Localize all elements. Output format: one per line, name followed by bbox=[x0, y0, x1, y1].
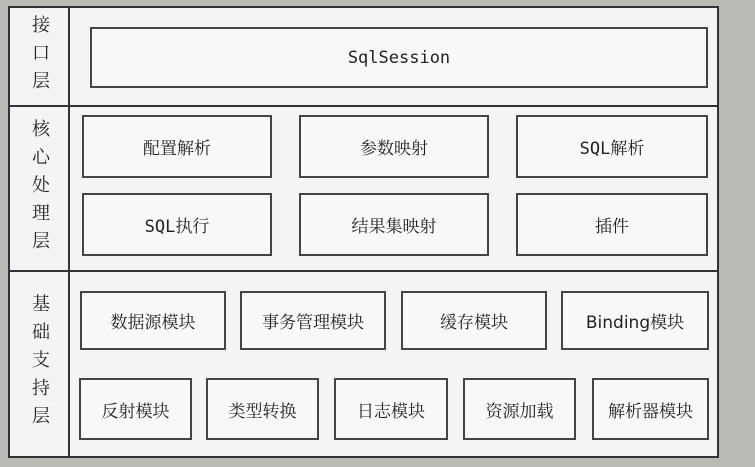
base-layer bbox=[10, 270, 717, 456]
config-parse-box: 配置解析 bbox=[82, 115, 272, 178]
architecture-diagram bbox=[8, 6, 719, 458]
reflection-module-box: 反射模块 bbox=[79, 378, 192, 440]
resultset-mapping-box: 结果集映射 bbox=[299, 193, 489, 256]
datasource-module-box: 数据源模块 bbox=[80, 291, 226, 350]
log-module-box: 日志模块 bbox=[334, 378, 448, 440]
type-conversion-box: 类型转换 bbox=[206, 378, 319, 440]
plugin-box: 插件 bbox=[516, 193, 708, 256]
base-layer-label: 基础支持层 bbox=[10, 272, 70, 456]
core-layer-label: 核心处理层 bbox=[10, 107, 70, 270]
cache-module-box: 缓存模块 bbox=[401, 291, 547, 350]
param-mapping-box: 参数映射 bbox=[299, 115, 489, 178]
resource-loading-box: 资源加载 bbox=[463, 378, 576, 440]
sqlsession-box: SqlSession bbox=[90, 27, 708, 88]
parser-module-box: 解析器模块 bbox=[592, 378, 709, 440]
sql-parse-box: SQL解析 bbox=[516, 115, 708, 178]
interface-layer bbox=[10, 8, 717, 105]
interface-layer-label: 接口层 bbox=[10, 8, 70, 105]
transaction-module-box: 事务管理模块 bbox=[240, 291, 386, 350]
binding-module-box: Binding模块 bbox=[561, 291, 709, 350]
sql-execute-box: SQL执行 bbox=[82, 193, 272, 256]
core-layer bbox=[10, 105, 717, 270]
